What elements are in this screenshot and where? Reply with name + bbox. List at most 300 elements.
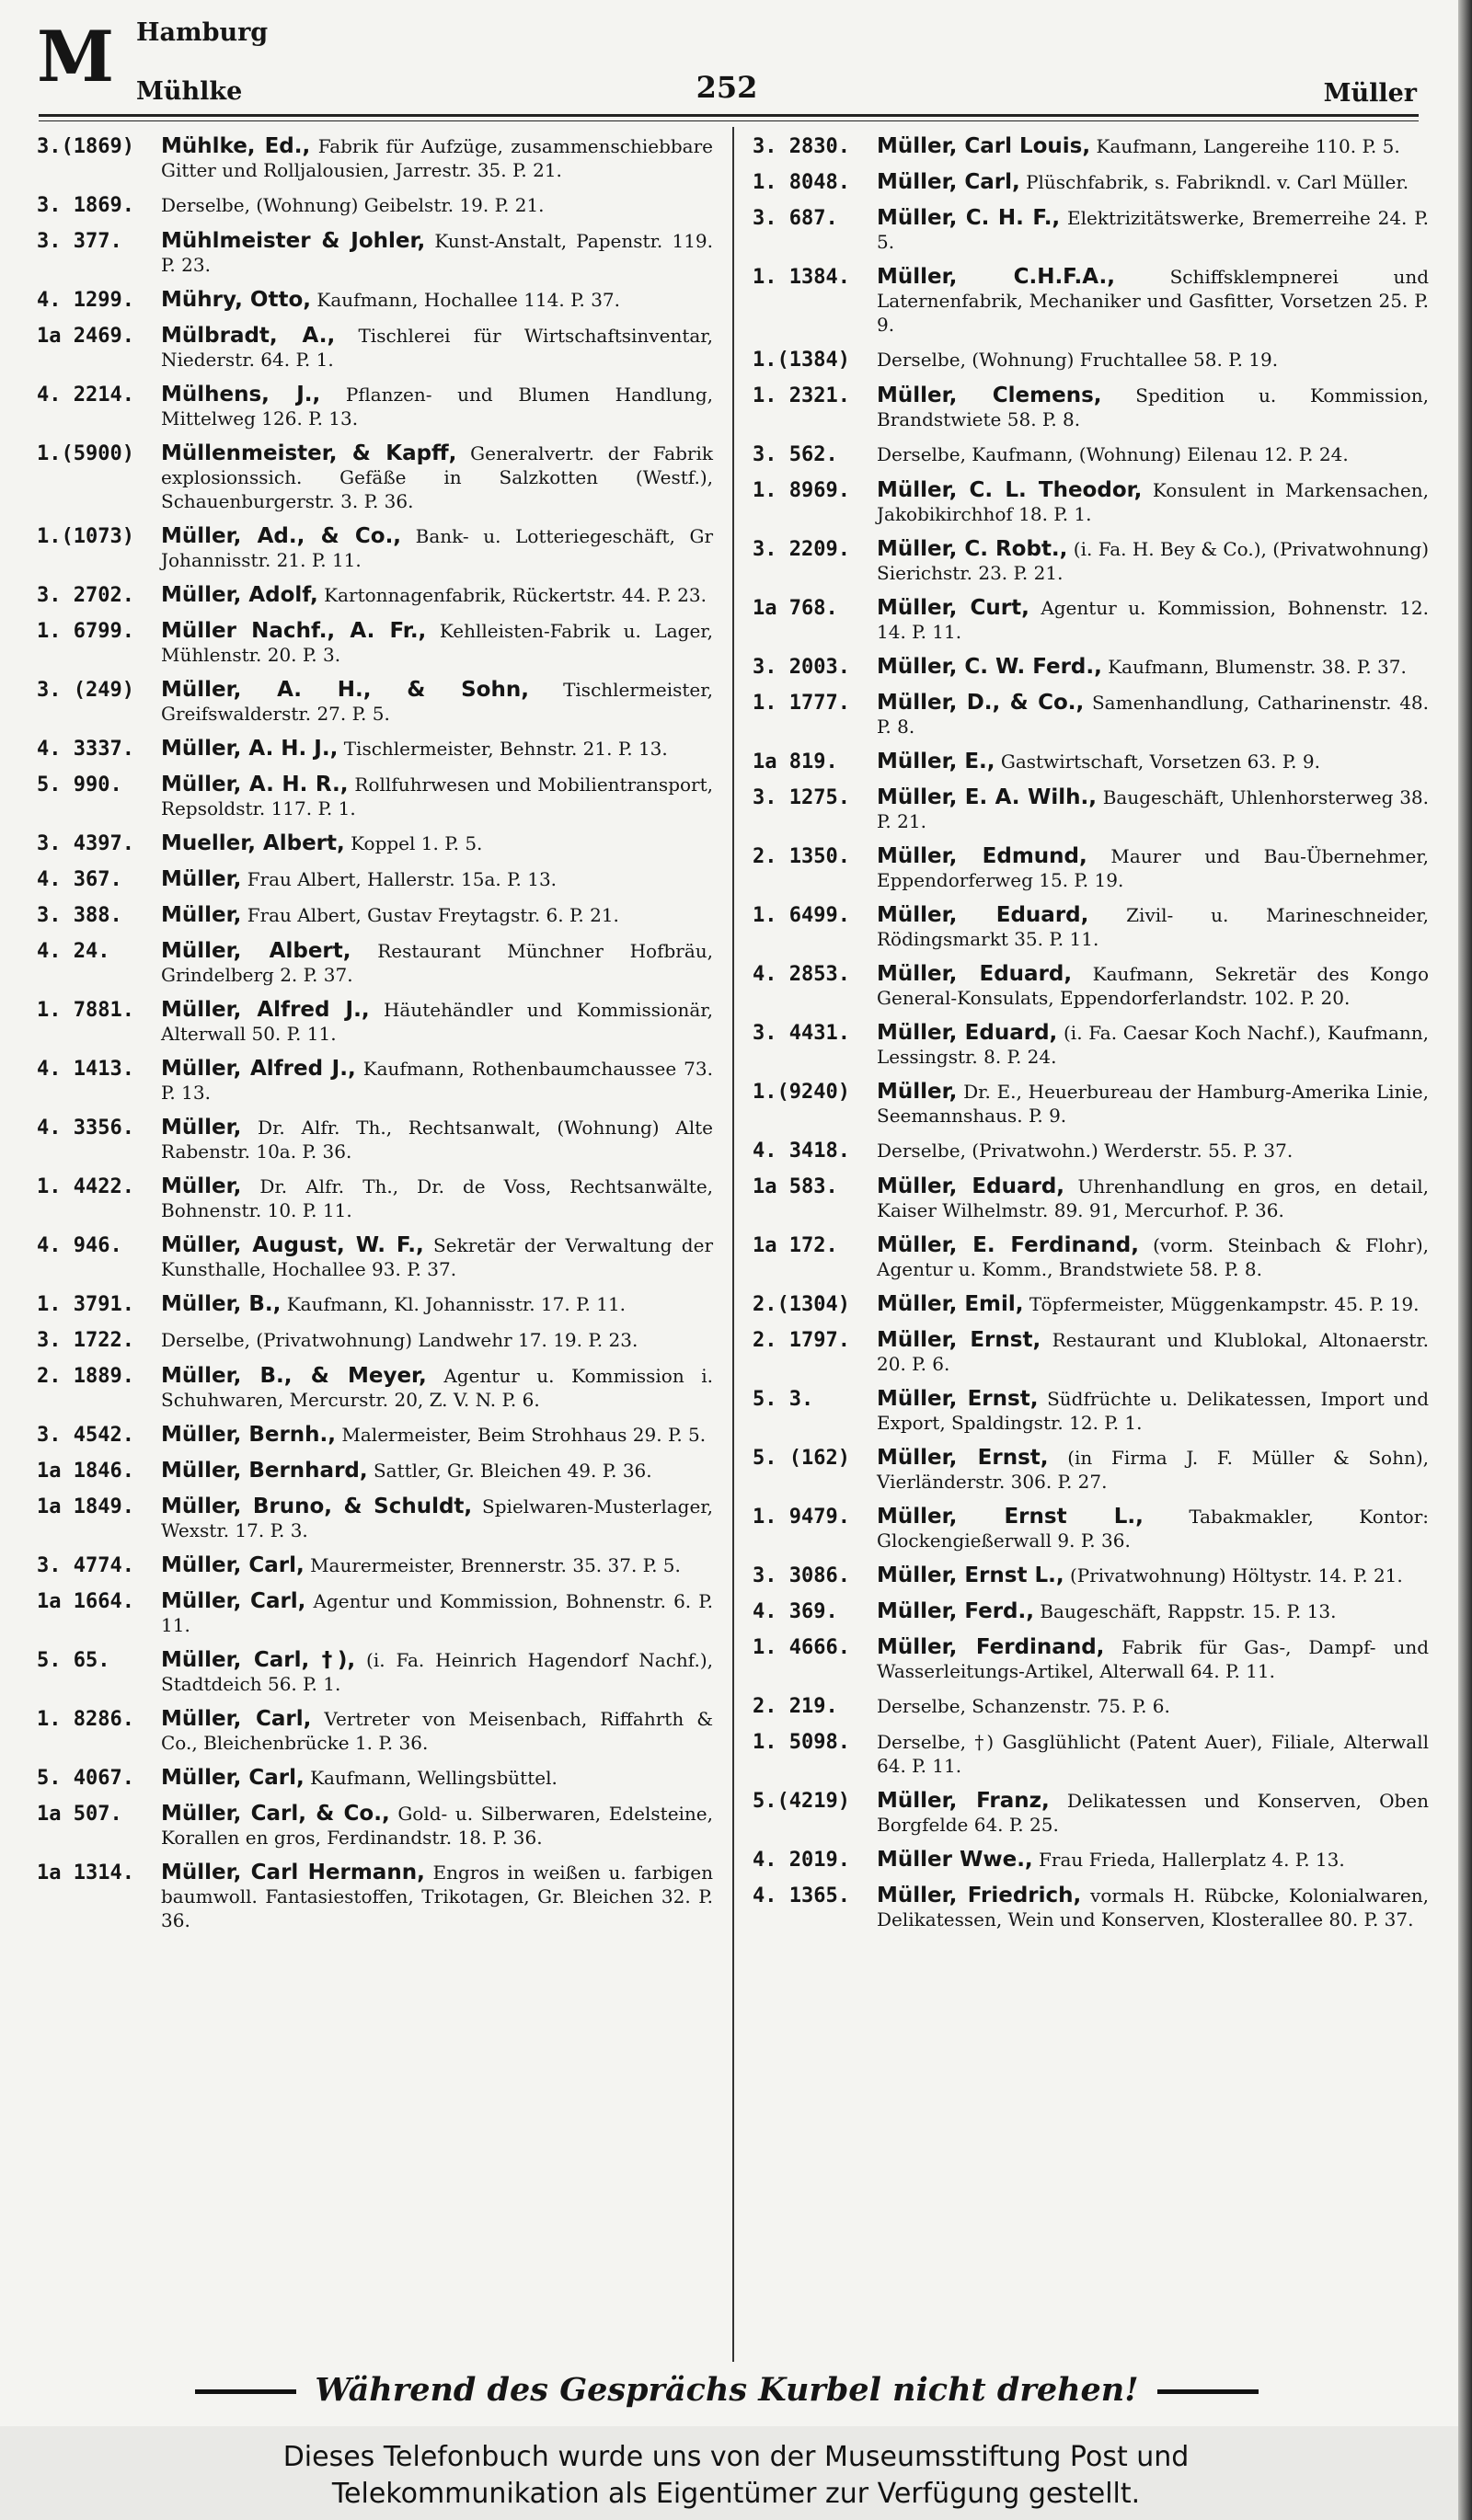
entry-details: Zivil- u. Marineschneider, Rödingsmarkt 35. P. 11. bbox=[877, 904, 1429, 950]
phone-number: 1a 768. bbox=[753, 597, 838, 620]
subscriber-name: Müller, Carl, & Co., bbox=[161, 1802, 390, 1826]
entry-details: Fabrik für Gas-, Dampf- und Wasserleitungs-Artikel, Alterwall 64. P. 11. bbox=[877, 1636, 1430, 1682]
subscriber-name: Müller, Franz, bbox=[877, 1789, 1050, 1813]
entry-details: Spielwaren-Musterlager, Wexstr. 17. P. 3. bbox=[161, 1495, 713, 1541]
directory-entry bbox=[753, 1387, 1429, 1435]
entry-body bbox=[161, 1589, 713, 1637]
subscriber-name: Müller Wwe., bbox=[877, 1848, 1033, 1872]
notice-dash-right bbox=[1157, 2389, 1259, 2394]
entry-details: Restaurant und Klublokal, Altonaerstr. 20. P. 6. bbox=[877, 1329, 1430, 1375]
entry-body bbox=[877, 265, 1429, 337]
phone-number: 1. 1384. bbox=[753, 266, 850, 289]
subscriber-name: Müller, Bruno, & Schuldt, bbox=[161, 1495, 473, 1518]
phone-number: 1. 8286. bbox=[37, 1708, 134, 1731]
subscriber-name: Müller, A. H. R., bbox=[161, 773, 349, 796]
phone-number: 3. 2209. bbox=[753, 538, 850, 561]
entry-details: Plüschfabrik, s. Fabrikndl. v. Carl Müller. bbox=[1026, 171, 1409, 193]
phone-number: 3. 4774. bbox=[37, 1554, 134, 1577]
directory-entry bbox=[753, 785, 1429, 833]
phone-number: 5. 990. bbox=[37, 773, 122, 796]
entry-details: Pflanzen- und Blumen Handlung, Mittelweg 126. P. 13. bbox=[161, 384, 713, 430]
phone-number: 3. 4397. bbox=[37, 832, 134, 855]
entry-body bbox=[877, 134, 1429, 158]
directory-entry bbox=[753, 134, 1429, 159]
phone-number: 1.(1384) bbox=[753, 349, 850, 372]
entry-details: (Privatwohnung) Höltystr. 14. P. 21. bbox=[1069, 1564, 1403, 1586]
entry-body bbox=[877, 1884, 1429, 1931]
entry-details: Spedition u. Kommission, Brandstwiete 58. P. 8. bbox=[877, 384, 1429, 430]
subscriber-name: Müller, C. Robt., bbox=[877, 537, 1068, 561]
entry-details: Kartonnagenfabrik, Rückertstr. 44. P. 23. bbox=[324, 584, 707, 606]
phone-number: 3. (249) bbox=[37, 679, 134, 702]
entry-details: Gold- u. Silberwaren, Edelsteine, Korallen en gros, Ferdinandstr. 18. P. 36. bbox=[161, 1803, 713, 1849]
entry-details: Kaufmann, Sekretär des Kongo General-Konsulats, Eppendorferlandstr. 102. P. 20. bbox=[877, 963, 1430, 1009]
phone-number: 1. 8969. bbox=[753, 479, 850, 502]
entry-details: Kaufmann, Langereihe 110. P. 5. bbox=[1096, 135, 1400, 157]
subscriber-name: Müller, Emil, bbox=[877, 1292, 1024, 1316]
subscriber-name: Müller, E. Ferdinand, bbox=[877, 1233, 1139, 1257]
header-rule-thick bbox=[39, 114, 1419, 117]
phone-number: 1. 5098. bbox=[753, 1731, 850, 1754]
phone-number: 4. 3356. bbox=[37, 1117, 134, 1140]
entry-body bbox=[161, 1423, 713, 1447]
entry-body bbox=[161, 524, 713, 572]
phone-number: 1.(9240) bbox=[753, 1081, 850, 1104]
entry-details: Kunst-Anstalt, Papenstr. 119. P. 23. bbox=[161, 230, 713, 276]
directory-entry bbox=[753, 1564, 1429, 1588]
entry-details: (in Firma J. F. Müller & Sohn), Vierländerstr. 306. P. 27. bbox=[877, 1447, 1430, 1493]
footer-notice bbox=[37, 2371, 1417, 2409]
phone-number: 4. 2019. bbox=[753, 1849, 850, 1872]
subscriber-name: Müller Nachf., A. Fr., bbox=[161, 619, 427, 643]
directory-entry bbox=[37, 1802, 713, 1850]
entry-body bbox=[877, 384, 1429, 431]
directory-entry bbox=[753, 1446, 1429, 1494]
directory-entry bbox=[753, 1328, 1429, 1376]
subscriber-name: Müller, Curt, bbox=[877, 596, 1029, 620]
caption-line-1: Dieses Telefonbuch wurde uns von der Museumsstiftung Post und bbox=[282, 2441, 1190, 2473]
directory-entry bbox=[37, 998, 713, 1046]
entry-details: Derselbe, †) Gasglühlicht (Patent Auer), Filiale, Alterwall 64. P. 11. bbox=[877, 1731, 1429, 1777]
directory-entry bbox=[37, 867, 713, 892]
phone-number: 3. 377. bbox=[37, 230, 122, 253]
directory-entry bbox=[753, 1635, 1429, 1683]
entry-body bbox=[161, 288, 713, 312]
entry-details: Generalvertr. der Fabrik explosionssich. Gefäße in Salzkotten (Westf.), Schauenburgerstr. 3. P. 36. bbox=[161, 442, 713, 512]
subscriber-name: Müller, Friedrich, bbox=[877, 1884, 1082, 1907]
entry-details: Derselbe, (Privatwohn.) Werderstr. 55. P. 37. bbox=[877, 1140, 1294, 1162]
entry-body bbox=[877, 1292, 1429, 1316]
phone-number: 2.(1304) bbox=[753, 1293, 850, 1316]
directory-entry bbox=[37, 229, 713, 277]
subscriber-name: Müller, Ernst L., bbox=[877, 1505, 1144, 1529]
phone-number: 1a 1314. bbox=[37, 1861, 134, 1884]
directory-entry bbox=[753, 442, 1429, 467]
entry-body bbox=[161, 678, 713, 726]
phone-number: 1a 1846. bbox=[37, 1460, 134, 1483]
entry-body bbox=[877, 1387, 1429, 1435]
directory-entry bbox=[753, 1694, 1429, 1719]
entry-details: Derselbe, (Wohnung) Geibelstr. 19. P. 21. bbox=[161, 194, 545, 216]
entry-body bbox=[161, 1328, 713, 1352]
entry-body bbox=[877, 1789, 1429, 1837]
entry-details: Dr. Alfr. Th., Dr. de Voss, Rechtsanwälte, Bohnenstr. 10. P. 11. bbox=[161, 1175, 714, 1221]
phone-number: 2. 1350. bbox=[753, 845, 850, 868]
entry-details: Derselbe, (Privatwohnung) Landwehr 17. 19. P. 23. bbox=[161, 1329, 638, 1351]
directory-entry bbox=[37, 1707, 713, 1755]
entry-body bbox=[877, 1021, 1429, 1069]
entry-details: Tabakmakler, Kontor: Glockengießerwall 9. P. 36. bbox=[877, 1506, 1430, 1552]
entry-details: Frau Albert, Gustav Freytagstr. 6. P. 21. bbox=[247, 904, 619, 926]
directory-entry bbox=[753, 384, 1429, 431]
directory-entry bbox=[37, 1364, 713, 1412]
entry-body bbox=[161, 1292, 713, 1316]
entry-details: Bank- u. Lotteriegeschäft, Gr Johannisstr. 21. P. 11. bbox=[161, 525, 713, 571]
entry-body bbox=[161, 998, 713, 1046]
subscriber-name: Mueller, Albert, bbox=[161, 831, 345, 855]
entry-body bbox=[877, 1599, 1429, 1623]
subscriber-name: Müller, Ferdinand, bbox=[877, 1635, 1105, 1659]
page-header bbox=[0, 0, 1458, 129]
directory-entry bbox=[37, 193, 713, 218]
entry-details: Derselbe, Schanzenstr. 75. P. 6. bbox=[877, 1695, 1170, 1717]
entry-details: Kaufmann, Hochallee 114. P. 37. bbox=[316, 289, 621, 311]
directory-entry bbox=[37, 1766, 713, 1791]
entry-body bbox=[161, 1553, 713, 1577]
entry-body bbox=[877, 206, 1429, 254]
phone-number: 1.(1073) bbox=[37, 525, 134, 548]
entry-body bbox=[877, 1174, 1429, 1222]
phone-number: 4. 369. bbox=[753, 1600, 838, 1623]
subscriber-name: Müller, bbox=[161, 1116, 242, 1140]
entry-details: Töpfermeister, Müggenkampstr. 45. P. 19. bbox=[1029, 1293, 1420, 1315]
entry-body bbox=[161, 1495, 713, 1542]
directory-entry bbox=[37, 1057, 713, 1105]
phone-number: 2. 1797. bbox=[753, 1329, 850, 1352]
entry-details: Sattler, Gr. Bleichen 49. P. 36. bbox=[373, 1460, 652, 1482]
entry-details: Derselbe, (Wohnung) Fruchtallee 58. P. 19. bbox=[877, 349, 1279, 371]
entry-details: Koppel 1. P. 5. bbox=[351, 832, 483, 854]
subscriber-name: Mühlke, Ed., bbox=[161, 134, 311, 158]
caption-line-2: Telekommunikation als Eigentümer zur Verfügung gestellt. bbox=[331, 2478, 1141, 2510]
entry-body bbox=[877, 537, 1429, 585]
phone-number: 1.(5900) bbox=[37, 442, 134, 465]
subscriber-name: Mühlmeister & Johler, bbox=[161, 229, 426, 253]
entry-body bbox=[161, 1057, 713, 1105]
subscriber-name: Müller, D., & Co., bbox=[877, 691, 1085, 715]
directory-entry bbox=[37, 939, 713, 987]
directory-entry bbox=[37, 1861, 713, 1932]
directory-entry bbox=[37, 1233, 713, 1281]
directory-entry bbox=[37, 1589, 713, 1637]
phone-number: 4. 1299. bbox=[37, 289, 134, 312]
subscriber-name: Müller, Carl Louis, bbox=[877, 134, 1091, 158]
entry-details: (i. Fa. Heinrich Hagendorf Nachf.), Stadtdeich 56. P. 1. bbox=[161, 1649, 713, 1695]
directory-entry bbox=[753, 1174, 1429, 1222]
directory-entry bbox=[753, 1080, 1429, 1128]
entry-details: Uhrenhandlung en gros, en detail, Kaiser Wilhelmstr. 89. 91, Mercurhof. P. 36. bbox=[877, 1175, 1430, 1221]
entry-body bbox=[161, 383, 713, 430]
entry-body bbox=[161, 867, 713, 891]
phone-number: 3. 2830. bbox=[753, 135, 850, 158]
entry-body bbox=[161, 134, 713, 182]
entry-body bbox=[161, 193, 713, 217]
phone-number: 5. (162) bbox=[753, 1447, 850, 1470]
subscriber-name: Müller, Ferd., bbox=[877, 1599, 1034, 1623]
entry-body bbox=[161, 1707, 713, 1755]
phone-number: 1a 819. bbox=[753, 750, 838, 773]
entry-details: Vertreter von Meisenbach, Riffahrth & Co., Bleichenbrücke 1. P. 36. bbox=[161, 1708, 714, 1754]
phone-number: 3. 1275. bbox=[753, 786, 850, 809]
entry-body bbox=[161, 1861, 713, 1932]
subscriber-name: Müller, bbox=[161, 903, 242, 927]
subscriber-name: Mülbradt, A., bbox=[161, 324, 336, 348]
phone-number: 4. 3418. bbox=[753, 1140, 850, 1163]
right-column bbox=[753, 134, 1429, 2369]
directory-entry bbox=[37, 1423, 713, 1448]
directory-entry bbox=[753, 265, 1429, 337]
entry-body bbox=[877, 785, 1429, 833]
entry-details: Delikatessen und Konserven, Oben Borgfelde 64. P. 25. bbox=[877, 1790, 1429, 1836]
directory-entry bbox=[37, 1116, 713, 1163]
entry-body bbox=[877, 1080, 1429, 1128]
phone-number: 4. 367. bbox=[37, 868, 122, 891]
subscriber-name: Müller, August, W. F., bbox=[161, 1233, 424, 1257]
subscriber-name: Müller, Adolf, bbox=[161, 583, 318, 607]
phone-number: 5. 4067. bbox=[37, 1767, 134, 1790]
entry-body bbox=[877, 962, 1429, 1010]
directory-entry bbox=[753, 537, 1429, 585]
phone-number: 3. 1869. bbox=[37, 194, 134, 217]
entry-body bbox=[161, 1648, 713, 1696]
phone-number: 3. 4431. bbox=[753, 1022, 850, 1045]
directory-entry bbox=[37, 583, 713, 608]
subscriber-name: Müller, C. H. F., bbox=[877, 206, 1061, 230]
subscriber-name: Müller, Alfred J., bbox=[161, 1057, 356, 1081]
entry-body bbox=[161, 1233, 713, 1281]
phone-number: 4. 2214. bbox=[37, 384, 134, 407]
entry-details: Elektrizitätswerke, Bremerreihe 24. P. 5. bbox=[877, 207, 1430, 253]
subscriber-name: Müller, C. L. Theodor, bbox=[877, 478, 1143, 502]
entry-details: Baugeschäft, Rappstr. 15. P. 13. bbox=[1040, 1600, 1337, 1622]
phone-number: 3. 2702. bbox=[37, 584, 134, 607]
archive-caption bbox=[0, 2439, 1472, 2513]
directory-entry bbox=[753, 1789, 1429, 1837]
subscriber-name: Müller, Carl Hermann, bbox=[161, 1861, 425, 1884]
city-name: Hamburg bbox=[136, 18, 269, 47]
page-number: 252 bbox=[696, 70, 758, 105]
phone-number: 4. 24. bbox=[37, 940, 110, 963]
header-rule-thin bbox=[39, 120, 1419, 121]
entry-body bbox=[161, 441, 713, 513]
subscriber-name: Müller, Ad., & Co., bbox=[161, 524, 402, 548]
entry-body bbox=[161, 831, 713, 855]
entry-body bbox=[877, 1446, 1429, 1494]
phone-number: 5.(4219) bbox=[753, 1790, 850, 1813]
directory-entry bbox=[37, 1174, 713, 1222]
subscriber-name: Mülhens, J., bbox=[161, 383, 321, 407]
entry-body bbox=[161, 229, 713, 277]
phone-number: 4. 1365. bbox=[753, 1884, 850, 1907]
phone-number: 1. 1777. bbox=[753, 692, 850, 715]
directory-entry bbox=[37, 619, 713, 667]
directory-entry bbox=[753, 596, 1429, 644]
subscriber-name: Müller, bbox=[161, 867, 242, 891]
entry-body bbox=[161, 737, 713, 761]
entry-body bbox=[877, 1328, 1429, 1376]
entry-body bbox=[877, 1564, 1429, 1587]
entry-body bbox=[877, 1635, 1429, 1683]
subscriber-name: Müller, A. H. J., bbox=[161, 737, 339, 761]
subscriber-name: Müller, A. H., & Sohn, bbox=[161, 678, 529, 702]
phone-number: 5. 3. bbox=[753, 1388, 814, 1411]
entry-details: Tischlermeister, Behnstr. 21. P. 13. bbox=[343, 738, 668, 760]
subscriber-name: Müller, Carl, bbox=[877, 170, 1020, 194]
entry-body bbox=[161, 619, 713, 667]
entry-details: Schiffsklempnerei und Laternenfabrik, Mechaniker und Gasfitter, Vorsetzen 25. P. 9. bbox=[877, 266, 1430, 336]
entry-details: Frau Albert, Hallerstr. 15a. P. 13. bbox=[247, 868, 558, 890]
entry-details: Kaufmann, Wellingsbüttel. bbox=[310, 1767, 558, 1789]
entry-details: Rollfuhrwesen und Mobilientransport, Repsoldstr. 117. P. 1. bbox=[161, 773, 713, 819]
entry-details: Fabrik für Aufzüge, zusammenschiebbare Gitter und Rolljalousien, Jarrestr. 35. P. 21. bbox=[161, 135, 714, 181]
entry-details: Südfrüchte u. Delikatessen, Import und Export, Spaldingstr. 12. P. 1. bbox=[877, 1388, 1430, 1434]
phone-number: 1. 4666. bbox=[753, 1636, 850, 1659]
entry-details: Konsulent in Markensachen, Jakobikirchhof 18. P. 1. bbox=[877, 479, 1429, 525]
entry-details: Agentur und Kommission, Bohnenstr. 6. P. 11. bbox=[161, 1590, 714, 1636]
entry-details: Tischlerei für Wirtschaftsinventar, Niederstr. 64. P. 1. bbox=[161, 325, 713, 371]
phone-number: 3. 4542. bbox=[37, 1424, 134, 1447]
phone-number: 1. 3791. bbox=[37, 1293, 134, 1316]
subscriber-name: Müller, B., & Meyer, bbox=[161, 1364, 427, 1388]
phone-number: 1. 2321. bbox=[753, 384, 850, 407]
directory-entry bbox=[753, 655, 1429, 680]
phone-number: 3. 562. bbox=[753, 443, 838, 466]
entry-details: Sekretär der Verwaltung der Kunsthalle, Hochallee 93. P. 37. bbox=[161, 1234, 714, 1280]
directory-entry bbox=[37, 1648, 713, 1696]
entry-body bbox=[877, 1139, 1429, 1163]
subscriber-name: Müller, Eduard, bbox=[877, 903, 1089, 927]
phone-number: 4. 2853. bbox=[753, 963, 850, 986]
entry-body bbox=[161, 1766, 713, 1790]
directory-entry bbox=[753, 1233, 1429, 1281]
subscriber-name: Müller, Edmund, bbox=[877, 844, 1087, 868]
directory-entry bbox=[37, 678, 713, 726]
phone-number: 1a 583. bbox=[753, 1175, 838, 1198]
directory-entry bbox=[753, 1292, 1429, 1317]
directory-entry bbox=[753, 1139, 1429, 1163]
subscriber-name: Müller, Ernst, bbox=[877, 1446, 1049, 1470]
subscriber-name: Müller, Bernhard, bbox=[161, 1459, 368, 1483]
entry-body bbox=[877, 1848, 1429, 1872]
entry-details: Agentur u. Kommission i. Schuhwaren, Mercurstr. 20, Z. V. N. P. 6. bbox=[161, 1365, 713, 1411]
entry-details: Maurermeister, Brennerstr. 35. 37. P. 5. bbox=[310, 1554, 681, 1576]
directory-entry bbox=[37, 383, 713, 430]
directory-entry bbox=[753, 1021, 1429, 1069]
directory-entry bbox=[37, 524, 713, 572]
phone-number: 3. 388. bbox=[37, 904, 122, 927]
entry-body bbox=[877, 348, 1429, 372]
subscriber-name: Müller, Ernst, bbox=[877, 1387, 1039, 1411]
entry-body bbox=[877, 1505, 1429, 1552]
entry-details: Frau Frieda, Hallerplatz 4. P. 13. bbox=[1039, 1849, 1345, 1871]
section-letter: M bbox=[37, 16, 115, 97]
directory-entry bbox=[753, 1599, 1429, 1624]
first-entry-keyword: Mühlke bbox=[136, 77, 243, 106]
phone-number: 1a 507. bbox=[37, 1803, 122, 1826]
phone-number: 1a 1664. bbox=[37, 1590, 134, 1613]
subscriber-name: Müller, B., bbox=[161, 1292, 282, 1316]
subscriber-name: Mühry, Otto, bbox=[161, 288, 312, 312]
entry-details: Häutehändler und Kommissionär, Alterwall 50. P. 11. bbox=[161, 999, 713, 1045]
entry-details: Maurer und Bau-Übernehmer, Eppendorferweg 15. P. 19. bbox=[877, 845, 1429, 891]
subscriber-name: Müller, Eduard, bbox=[877, 1174, 1065, 1198]
directory-entry bbox=[37, 1328, 713, 1353]
phone-number: 4. 1413. bbox=[37, 1058, 134, 1081]
entry-body bbox=[161, 1174, 713, 1222]
phone-number: 3. 3086. bbox=[753, 1564, 850, 1587]
entry-body bbox=[877, 844, 1429, 892]
subscriber-name: Müller, Carl, bbox=[161, 1766, 305, 1790]
subscriber-name: Müller, Clemens, bbox=[877, 384, 1102, 407]
phone-number: 3. 1722. bbox=[37, 1329, 134, 1352]
directory-entry bbox=[753, 1730, 1429, 1778]
entry-details: Restaurant Münchner Hofbräu, Grindelberg 2. P. 37. bbox=[161, 940, 713, 986]
phone-number: 2. 1889. bbox=[37, 1365, 134, 1388]
directory-entry bbox=[753, 903, 1429, 951]
subscriber-name: Müller, Alfred J., bbox=[161, 998, 370, 1022]
entry-details: Engros in weißen u. farbigen baumwoll. Fantasiestoffen, Trikotagen, Gr. Bleichen 32. P. 36. bbox=[161, 1861, 713, 1931]
directory-entry bbox=[37, 441, 713, 513]
entry-body bbox=[877, 903, 1429, 951]
entry-body bbox=[161, 1364, 713, 1412]
directory-entry bbox=[37, 831, 713, 856]
subscriber-name: Müller, Carl, bbox=[161, 1707, 312, 1731]
notice-dash-left bbox=[195, 2389, 296, 2394]
left-column bbox=[37, 134, 713, 2369]
entry-details: Baugeschäft, Uhlenhorsterweg 38. P. 21. bbox=[877, 786, 1430, 832]
subscriber-name: Müller, bbox=[161, 1174, 242, 1198]
entry-body bbox=[161, 1802, 713, 1850]
phone-number: 1a 172. bbox=[753, 1234, 838, 1257]
subscriber-name: Müller, bbox=[877, 1080, 958, 1104]
phone-number: 4. 3337. bbox=[37, 738, 134, 761]
subscriber-name: Müller, Eduard, bbox=[877, 1021, 1058, 1045]
entry-details: (i. Fa. Caesar Koch Nachf.), Kaufmann, Lessingstr. 8. P. 24. bbox=[877, 1022, 1430, 1068]
subscriber-name: Müller, Carl, bbox=[161, 1553, 305, 1577]
directory-entry bbox=[37, 1553, 713, 1578]
entry-body bbox=[877, 691, 1429, 739]
directory-entry bbox=[753, 750, 1429, 774]
directory-entry bbox=[37, 1495, 713, 1542]
directory-entry bbox=[37, 1292, 713, 1317]
entry-details: Tischlermeister, Greifswalderstr. 27. P. 5. bbox=[161, 679, 713, 725]
entry-details: vormals H. Rübcke, Kolonialwaren, Delikatessen, Wein und Konserven, Klosterallee 80. P. 37. bbox=[877, 1884, 1430, 1930]
subscriber-name: Müller, Carl, bbox=[161, 1589, 306, 1613]
entry-body bbox=[877, 750, 1429, 773]
directory-entry bbox=[753, 1884, 1429, 1931]
entry-body bbox=[877, 1730, 1429, 1778]
subscriber-name: Müller, Eduard, bbox=[877, 962, 1073, 986]
entry-details: Dr. Alfr. Th., Rechtsanwalt, (Wohnung) Alte Rabenstr. 10a. P. 36. bbox=[161, 1117, 713, 1163]
entry-body bbox=[161, 1459, 713, 1483]
directory-entry bbox=[753, 962, 1429, 1010]
directory-entry bbox=[37, 324, 713, 372]
subscriber-name: Müller, Albert, bbox=[161, 939, 351, 963]
phone-number: 1a 1849. bbox=[37, 1495, 134, 1518]
entry-details: Kaufmann, Kl. Johannisstr. 17. P. 11. bbox=[286, 1293, 627, 1315]
phone-number: 1a 2469. bbox=[37, 325, 134, 348]
entry-details: Kaufmann, Blumenstr. 38. P. 37. bbox=[1108, 656, 1407, 678]
